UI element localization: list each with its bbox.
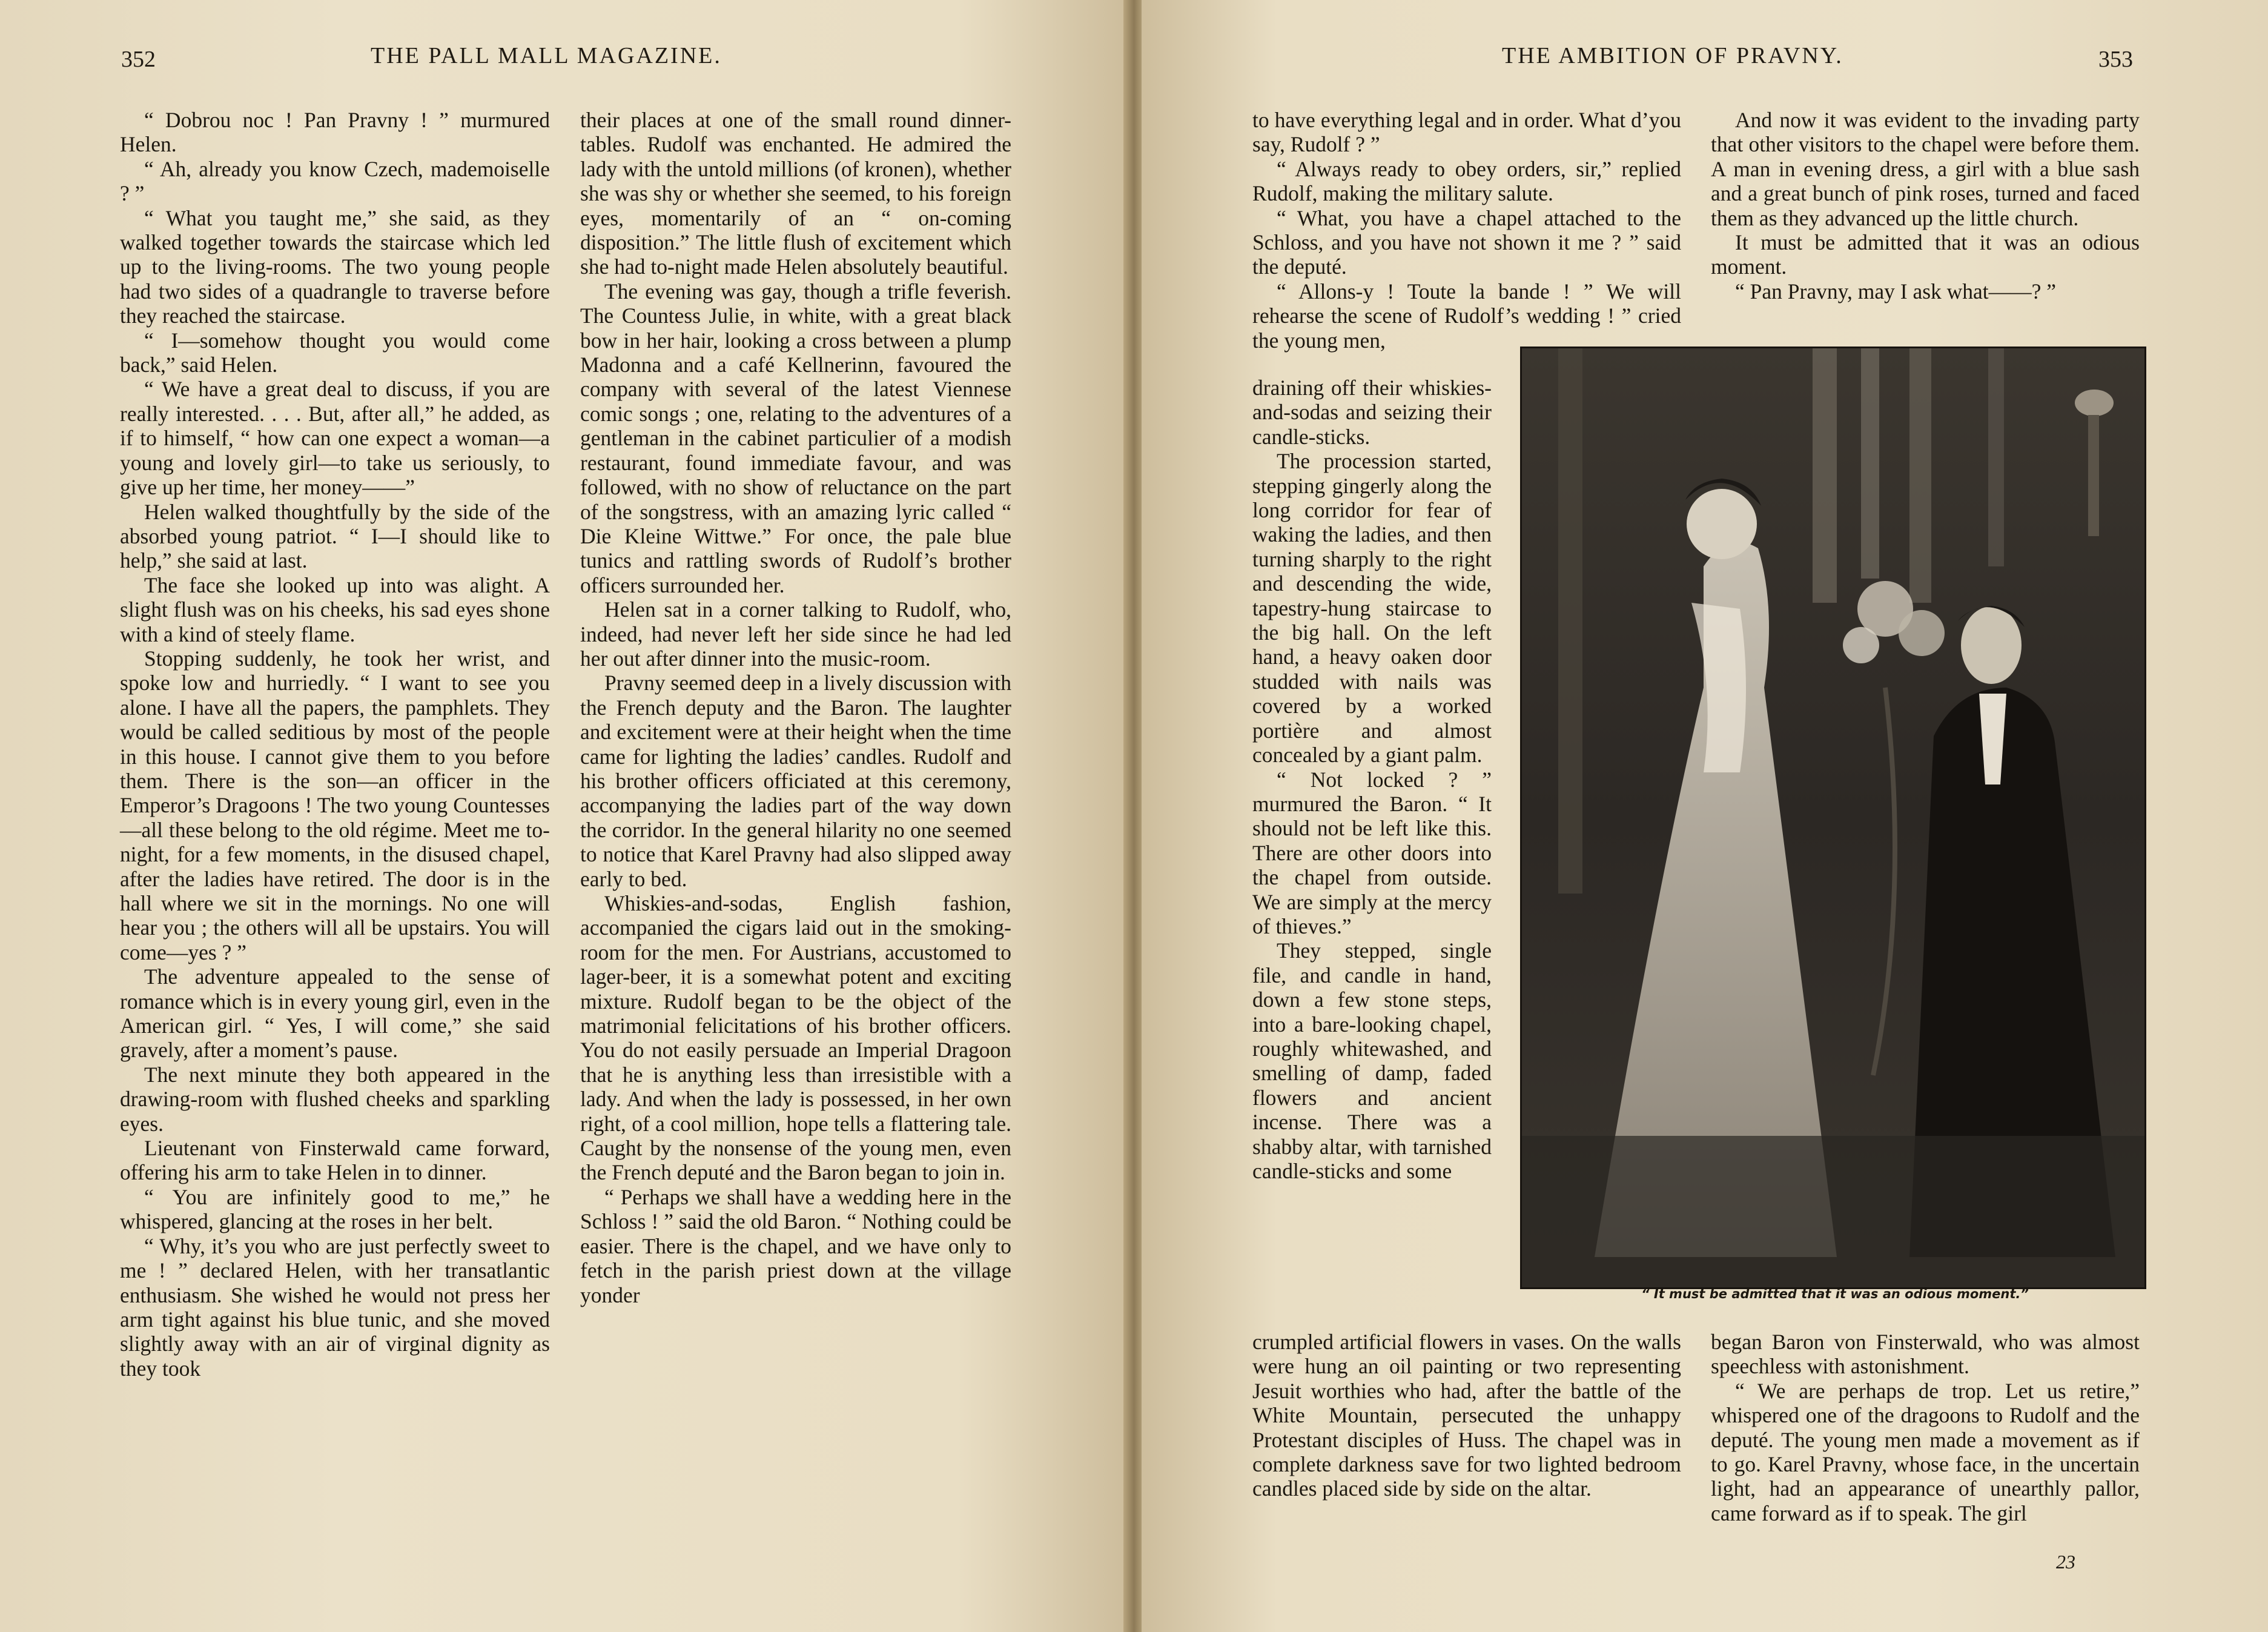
page-number-left: 352 xyxy=(121,47,156,72)
paragraph: their places at one of the small round dinner-tables. Rudolf was enchanted. He admired the lady with the untold millions (of kronen), whether she was shy or whether she seemed, to his foreign eyes, momentarily of an “ on-coming disposition.” The little flush of excitement which she had to-night made Helen absolutely beautiful. xyxy=(580,108,1011,279)
illustration xyxy=(1520,347,2146,1289)
paragraph: Stopping suddenly, he took her wrist, and spoke low and hurriedly. “ I want to see you alone. I have all the papers, the pamphlets. They would be called seditious by most of the people in this house. I cannot give them to you before them. There is the son—an officer in the Emperor’s Dragoons ! The two young Countesses—all these belong to the old régime. Meet me to-night, for a few moments, in the disused chapel, after the ladies have retired. The door is in the hall where we sit in the mornings. No one will hear you ; the others will all be upstairs. You will come—yes ? ” xyxy=(120,646,550,964)
paragraph: The adventure appealed to the sense of romance which is in every young girl, even in the American girl. “ Yes, I will come,” she said gravely, after a moment’s pause. xyxy=(120,964,550,1063)
right-column-1-bottom xyxy=(1252,1330,1681,1501)
paragraph: “ Allons-y ! Toute la bande ! ” We will rehearse the scene of Rudolf’s wedding ! ” cried the young men, xyxy=(1252,279,1681,353)
paragraph: “ What, you have a chapel attached to the Schloss, and you have not shown it me ? ” said the deputé. xyxy=(1252,205,1681,279)
paragraph: Helen walked thoughtfully by the side of the absorbed young patriot. “ I—I should like to help,” she said at last. xyxy=(120,499,550,573)
paragraph: “ We have a great deal to discuss, if you are really interested. . . . But, after all,” he added, as if to himself, “ how can one expect a woman—a young and lovely girl—to take us seriously, to give up her time, her money——” xyxy=(120,377,550,500)
paragraph: “ Always ready to obey orders, sir,” replied Rudolf, making the military salute. xyxy=(1252,156,1681,206)
paragraph: to have everything legal and in order. What d’you say, Rudolf ? ” xyxy=(1252,108,1681,157)
paragraph: “ Perhaps we shall have a wedding here in the Schloss ! ” said the old Baron. “ Nothing could be easier. There is the chapel, and we have only to fetch in the parish priest down at the village yonder xyxy=(580,1184,1011,1307)
left-page xyxy=(0,0,1126,1632)
paragraph: “ Not locked ? ” murmured the Baron. “ It should not be left like this. There are other doors into the chapel from outside. We are simply at the mercy of thieves.” xyxy=(1252,767,1492,938)
paragraph: The next minute they both appeared in the drawing-room with flushed cheeks and sparkling eyes. xyxy=(120,1062,550,1136)
paragraph: “ Ah, already you know Czech, mademoiselle ? ” xyxy=(120,156,550,206)
paragraph: “ I—somehow thought you would come back,” said Helen. xyxy=(120,328,550,377)
running-head-right: THE AMBITION OF PRAVNY. xyxy=(1502,43,1843,68)
paragraph: draining off their whiskies-and-sodas and seizing their candle-sticks. xyxy=(1252,376,1492,449)
paragraph: Helen sat in a corner talking to Rudolf, who, indeed, had never left her side since he had led her out after dinner into the music-room. xyxy=(580,597,1011,671)
right-column-1-top xyxy=(1252,108,1681,353)
right-column-1-narrow xyxy=(1252,376,1492,1183)
paragraph: They stepped, single file, and candle in hand, down a few stone steps, into a bare-looking chapel, roughly whitewashed, and smelling of damp, faded flowers and ancient incense. There was a shabby altar, with tarnished candle-sticks and some xyxy=(1252,938,1492,1183)
paragraph: “ Why, it’s you who are just perfectly sweet to me ! ” declared Helen, with her transatlantic enthusiasm. She wished he would not press her arm tight against his blue tunic, and she moved slightly away with an air of virginal dignity as they took xyxy=(120,1233,550,1381)
illustration-caption: “ It must be admitted that it was an odious moment.” xyxy=(1641,1287,2029,1301)
paragraph: It must be admitted that it was an odious moment. xyxy=(1711,230,2140,279)
paragraph: And now it was evident to the invading party that other visitors to the chapel were before them. A man in evening dress, a girl with a blue sash and a great bunch of pink roses, turned and faced them as they advanced up the little church. xyxy=(1711,108,2140,230)
page-number-right: 353 xyxy=(2098,47,2133,72)
running-head-left: THE PALL MALL MAGAZINE. xyxy=(371,43,722,68)
right-column-2-top xyxy=(1711,108,2140,304)
paragraph: Lieutenant von Finsterwald came forward, offering his arm to take Helen in to dinner. xyxy=(120,1136,550,1185)
illustration-figure xyxy=(1522,348,2144,1287)
paragraph: “ We are perhaps de trop. Let us retire,” whispered one of the dragoons to Rudolf and the deputé. The young men made a movement as if to go. Karel Pravny, whose face, in the uncertain light, had an appearance of unearthly pallor, came forward as if to speak. The girl xyxy=(1711,1378,2140,1525)
paragraph: Whiskies-and-sodas, English fashion, accompanied the cigars laid out in the smoking-room for the men. For Austrians, accustomed to lager-beer, it is a somewhat potent and exciting mixture. Rudolf began to be the object of the matrimonial felicitations of his brother officers. You do not easily persuade an Imperial Dragoon that he is anything less than irresistible with a lady. And when the lady is possessed, in her own right, of a cool million, hope tells a flattering tale. Caught by the nonsense of the young men, even the French deputé and the Baron began to join in. xyxy=(580,891,1011,1185)
signature-mark: 23 xyxy=(2056,1551,2075,1573)
paragraph: crumpled artificial flowers in vases. On the walls were hung an oil painting or two representing Jesuit worthies who had, after the battle of the White Mountain, persecuted the unhappy Protestant disciples of Huss. The chapel was in complete darkness save for two lighted bedroom candles placed side by side on the altar. xyxy=(1252,1330,1681,1501)
paragraph: “ Pan Pravny, may I ask what——? ” xyxy=(1735,279,2057,304)
paragraph: Pravny seemed deep in a lively discussion with the French deputy and the Baron. The laughter and excitement were at their height when the time came for lighting the ladies’ candles. Rudolf and his brother officers officiated at this ceremony, accompanying the ladies part of the way down the corridor. In the general hilarity no one seemed to notice that Karel Pravny had also slipped away early to bed. xyxy=(580,671,1011,891)
left-column-2 xyxy=(580,108,1011,1307)
paragraph: The face she looked up into was alight. A slight flush was on his cheeks, his sad eyes shone with a kind of steely flame. xyxy=(120,572,550,646)
paragraph: The evening was gay, though a trifle feverish. The Countess Julie, in white, with a great black bow in her hair, looking a cross between a plump Madonna and a café Kellnerinn, favoured the company with several of the latest Viennese comic songs ; one, relating to the adventures of a gentleman in the cabinet particulier of a modish restaurant, found immediate favour, and was followed, with no show of reluctance on the part of the songstress, with an amazing lyric called “ Die Kleine Wittwe.” For once, the pale blue tunics and rattling swords of Rudolf’s brother officers surrounded her. xyxy=(580,279,1011,597)
paragraph: “ Dobrou noc ! Pan Pravny ! ” murmured Helen. xyxy=(120,108,550,157)
paragraph: “ You are infinitely good to me,” he whispered, glancing at the roses in her belt. xyxy=(120,1184,550,1234)
left-column-1 xyxy=(120,108,550,1381)
paragraph: began Baron von Finsterwald, who was almost speechless with astonishment. xyxy=(1711,1330,2140,1379)
paragraph: “ What you taught me,” she said, as they walked together towards the staircase which led up to the living-rooms. The two young people had two sides of a quadrangle to traverse before they reached the staircase. xyxy=(120,205,550,328)
paragraph: The procession started, stepping gingerly along the long corridor for fear of waking the ladies, and then turning sharply to the right and descending the wide, tapestry-hung staircase to the big hall. On the left hand, a heavy oaken door studded with nails was covered by a worked portière and almost concealed by a giant palm. xyxy=(1252,449,1492,768)
right-column-2-bottom xyxy=(1711,1330,2140,1525)
